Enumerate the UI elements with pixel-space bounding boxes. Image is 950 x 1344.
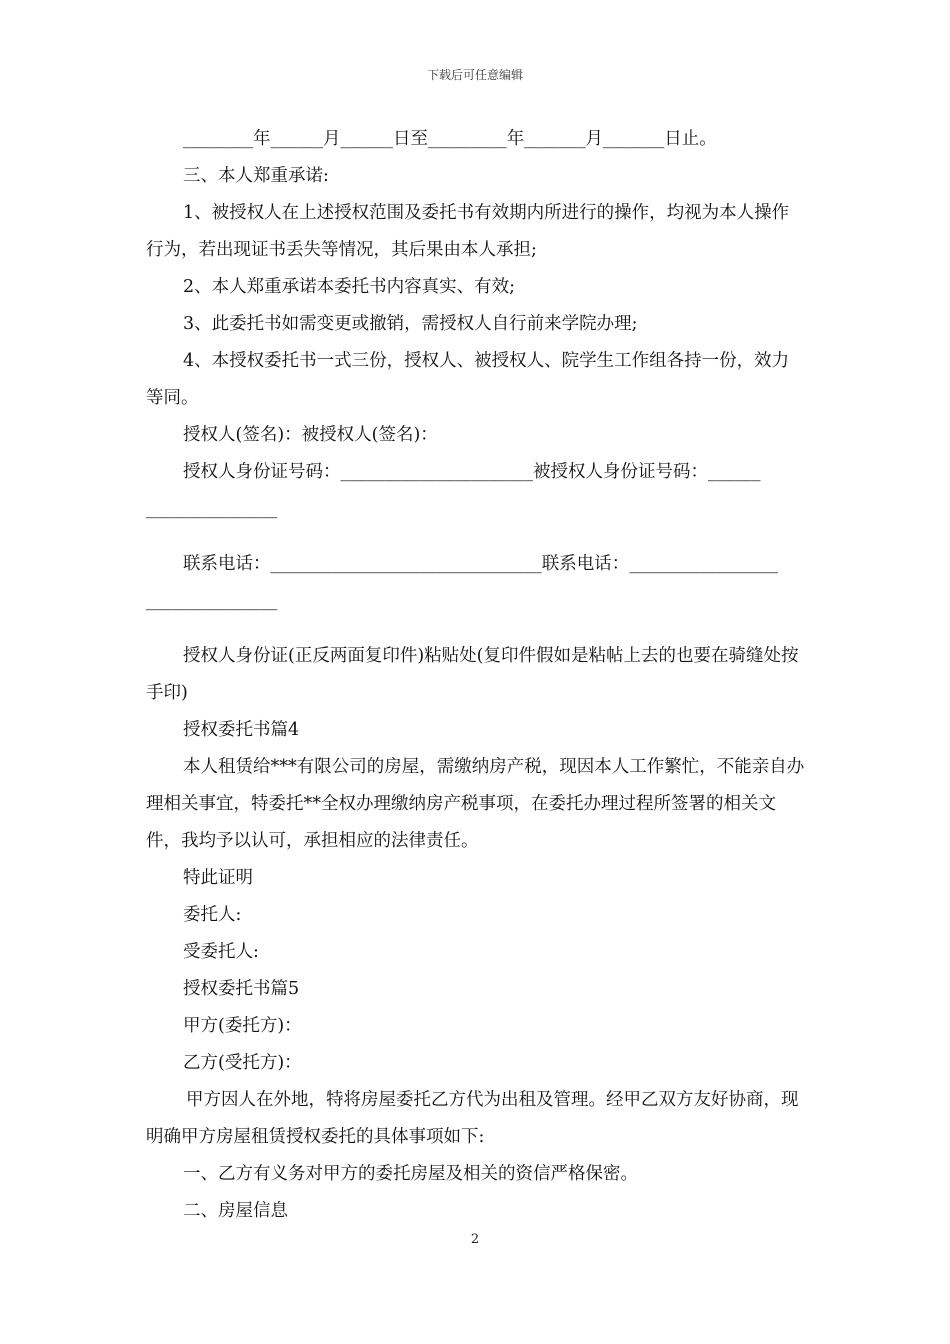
phone-line-continued: _______________ xyxy=(146,591,278,611)
agreement-intro-paragraph: 甲方因人在外地，特将房屋委托乙方代为出租及管理。经甲乙双方友好协商，现明确甲方房屋租赁授权委托的具体事项如下: xyxy=(146,1090,799,1147)
clause-1: 一、乙方有义务对甲方的委托房屋及相关的资信严格保密。 xyxy=(183,1164,638,1184)
page-header: 下载后可任意编辑 xyxy=(426,68,523,82)
clause-2-heading: 二、房屋信息 xyxy=(183,1201,288,1221)
date-range-line: ________年______月______日至_________年_______月_______日止。 xyxy=(183,129,717,149)
id-copy-paste-note: 授权人身份证(正反两面复印件)粘贴处(复印件假如是粘帖上去的也要在骑缝处按手印) xyxy=(146,646,799,703)
principal-label: 委托人: xyxy=(183,905,242,925)
signature-line: 授权人(签名)：被授权人(签名)： xyxy=(183,425,438,445)
id-number-line: 授权人身份证号码：______________________被授权人身份证号码：______ xyxy=(183,462,761,482)
promise-item-3: 3、此委托书如需变更或撤销，需授权人自行前来学院办理; xyxy=(183,314,638,334)
document-body xyxy=(146,121,806,1230)
section-title-5: 授权委托书篇5 xyxy=(183,979,300,999)
promise-item-1: 1、被授权人在上述授权范围及委托书有效期内所进行的操作，均视为本人操作行为，若出现证书丢失等情况，其后果由本人承担; xyxy=(146,203,790,260)
page-number: 2 xyxy=(470,1232,480,1247)
promise-item-2: 2、本人郑重承诺本委托书内容真实、有效; xyxy=(183,277,516,297)
promise-item-4: 4、本授权委托书一式三份，授权人、被授权人、院学生工作组各持一份，效力等同。 xyxy=(146,351,790,408)
section-title-4: 授权委托书篇4 xyxy=(183,720,300,740)
party-b-label: 乙方(受托方)： xyxy=(183,1053,302,1073)
section-heading-promise: 三、本人郑重承诺: xyxy=(183,166,329,186)
phone-line: 联系电话：_______________________________联系电话：_________________ xyxy=(183,554,778,574)
certification-text: 特此证明 xyxy=(183,868,253,888)
id-number-line-continued: _______________ xyxy=(146,499,278,519)
authorization-paragraph-4: 本人租赁给***有限公司的房屋，需缴纳房产税，现因本人工作繁忙，不能亲自办理相关事宜，特委托**全权办理缴纳房产税事项，在委托办理过程所签署的相关文件，我均予以认可，承担相应的法律责任。 xyxy=(146,757,805,851)
agent-label: 受委托人: xyxy=(183,942,259,962)
party-a-label: 甲方(委托方)： xyxy=(183,1016,302,1036)
